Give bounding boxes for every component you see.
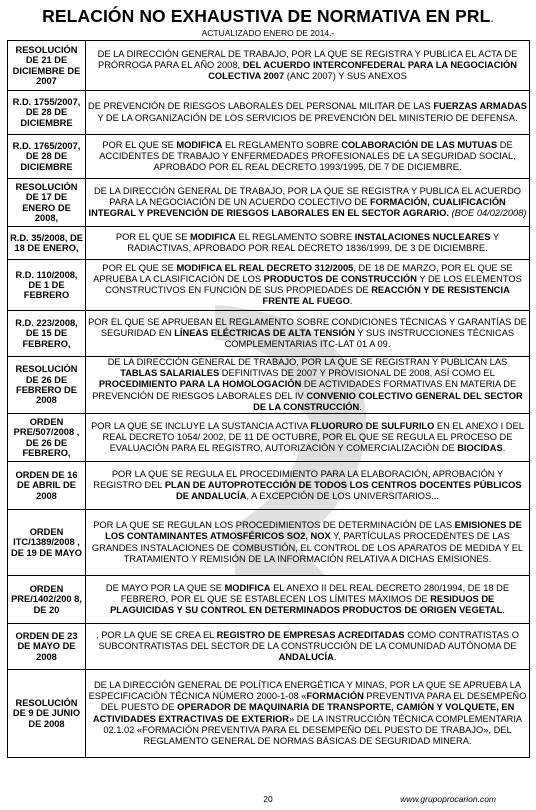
- description-text: POR LA QUE SE INCLUYE LA SUSTANCIA ACTIVA: [91, 420, 311, 431]
- description-text: (BOE 04/02/2008): [448, 208, 527, 219]
- description-text: DE ACTIVIDADES FORMATIVAS EN MATERIA DE PREVENCIÓN DE RIESGOS LABORALES DEL IV: [92, 379, 517, 401]
- norm-reference: R.D. 110/2008, DE 1 DE FEBRERO: [8, 260, 86, 311]
- page-number: 20: [263, 794, 273, 804]
- table-row: [8, 135, 530, 179]
- norms-table: [7, 40, 530, 758]
- norm-reference: R.D. 223/2008, DE 15 DE FEBRERO,: [8, 311, 86, 357]
- norm-description: [86, 414, 530, 462]
- description-text: POR EL QUE SE: [102, 139, 177, 150]
- norm-reference: R.D. 1765/2007, DE 28 DE DICIEMBRE: [8, 135, 86, 179]
- norm-description: [86, 135, 530, 179]
- norm-reference: RESOLUCIÓN DE 21 DE DICIEMBRE DE 2007: [8, 41, 86, 91]
- description-text: POR EL QUE SE: [102, 262, 177, 273]
- description-text: PROCEDIMIENTO PARA LA HOMOLOGACIÓN: [98, 379, 302, 390]
- description-text: (ANC 2007) Y SUS ANEXOS: [284, 71, 407, 82]
- description-text: BIOCIDAS: [457, 443, 503, 454]
- description-text: RESIDUOS DE PLAGUICIDAS Y SU CONTROL EN DETERMINADOS PRODUCTOS DE ORIGEN VEGETAL: [110, 593, 503, 616]
- description-text: EL ANEXO II DEL REAL DECRETO 280/1994, DE 18 DE FEBRERO, POR EL QUE SE ESTABLECEN LOS LÍMITES MÁXIMOS DE: [120, 582, 510, 604]
- description-text: DEL ACUERDO INTERCONFEDERAL PARA LA NEGOCIACIÓN COLECTIVA 2007: [208, 59, 517, 82]
- table-row: [8, 414, 530, 462]
- description-text: Y SUS INSTRUCCIONES TÉCNICAS COMPLEMENTARIAS ITC-LAT 01 A 09.: [224, 327, 515, 350]
- description-text: » DE LA INSTRUCCIÓN TÉCNICA COMPLEMENTARIA 02.1.02 «FORMACIÓN PREVENTIVA PARA EL DESEMPEÑO DEL PUESTO DE TRABAJO», DEL REGLAMENTO GENERAL DE NORMAS BÁSICAS DE SEGURIDAD MINERA.: [103, 713, 523, 746]
- table-row: [8, 311, 530, 357]
- description-text: FLUORURO DE SULFURILO: [310, 420, 435, 431]
- norm-reference: R.D. 35/2008, DE 18 DE ENERO,: [8, 227, 86, 260]
- description-text: DE PREVENCIÓN DE RIESGOS LABORALES DEL PERSONAL MILITAR DE LAS: [88, 101, 434, 112]
- description-text: .: [502, 605, 505, 616]
- table-row: [8, 670, 530, 758]
- description-text: FUERZAS ARMADAS: [433, 101, 527, 112]
- table-row: [8, 624, 530, 670]
- description-text: POR EL QUE SE: [115, 231, 190, 242]
- table-row: [8, 576, 530, 624]
- description-text: MODIFICA: [176, 139, 223, 150]
- table-row: [8, 260, 530, 311]
- norm-reference: R.D. 1755/2007, DE 28 DE DICIEMBRE: [8, 91, 86, 135]
- table-row: [8, 510, 530, 576]
- norm-description: [86, 670, 530, 758]
- norm-reference: ORDEN DE 23 DE MAYO DE 2008: [8, 624, 86, 670]
- website-footer: www.grupoprocarion.com: [400, 794, 496, 804]
- description-text: PREVENTIVA PARA EL DESEMPEÑO DEL PUESTO DE: [100, 691, 527, 713]
- description-text: COMO CONTRATISTAS O SUBCONTRATISTAS DEL SECTOR DE LA CONSTRUCCIÓN DE LA COMUNIDAD AUTÓNOMA DE: [98, 629, 519, 651]
- norm-reference: ORDEN ITC/1389/2008 , DE 19 DE MAYO: [8, 510, 86, 576]
- description-text: Y DE LOS ELEMENTOS CONSTRUCTIVOS EN FUNCIÓN DE SUS PROPIEDADES DE: [105, 273, 522, 295]
- description-text: INSTALACIONES NUCLEARES: [354, 231, 491, 242]
- description-text: EL REGLAMENTO SOBRE: [222, 139, 342, 150]
- description-text: DE MAYO POR LA QUE SE: [105, 582, 225, 593]
- norm-reference: RESOLUCIÓN DE 17 DE ENERO DE 2008,: [8, 179, 86, 227]
- description-text: .: [502, 443, 506, 454]
- norm-description: [86, 357, 530, 414]
- description-text: ANDALUCÍA: [278, 652, 334, 663]
- norm-description: [86, 260, 530, 311]
- description-text: DE ACCIDENTES DE TRABAJO Y ENFERMEDADES PROFESIONALES DE LA SEGURIDAD SOCIAL, APROBADO POR EL REAL DECRETO 1993/1995, DE 7 DE DICIEMBRE.: [99, 139, 516, 173]
- norm-reference: ORDEN PRE/507/2008 , DE 26 DE FEBRERO,: [8, 414, 86, 462]
- description-text: EN EL ANEXO I DEL REAL DECRETO 1054/ 2002, DE 11 DE OCTUBRE, POR EL QUE SE REGULA EL PROCESO DE EVALUACIÓN PARA EL REGISTRO, AUTORIZACIÓN Y COMERCIALIZACIÓN DE: [102, 420, 524, 454]
- norm-description: [86, 624, 530, 670]
- norm-description: [86, 41, 530, 91]
- description-text: MODIFICA: [224, 582, 271, 593]
- table-row: [8, 357, 530, 414]
- description-text: DE LA DIRECCIÓN GENERAL DE TRABAJO, POR LA QUE SE REGISTRA Y PUBLICA EL ACTA DE PRÓRROGA PARA EL AÑO 2008,: [97, 48, 518, 70]
- description-text: PLAN DE AUTOPROTECCIÓN DE TODOS LOS CENTROS DOCENTES PÚBLICOS DE ANDALUCÍA: [164, 479, 522, 502]
- description-text: , POR LA QUE SE CREA EL: [96, 629, 217, 640]
- description-text: COLABORACIÓN DE LAS MUTUAS: [341, 139, 498, 150]
- description-text: DE LA DIRECCIÓN GENERAL DE TRABAJO, POR LA QUE SE REGISTRA Y PUBLICA EL ACUERDO PARA LA NEGOCIACIÓN DE UN ACUERDO COLECTIVO DE: [93, 185, 522, 207]
- description-text: , A EXCEPCIÓN DE LOS UNIVERSITARIOS...: [246, 491, 439, 502]
- description-text: Y, PARTÍCULAS PROCEDENTES DE LAS GRANDES INSTALACIONES DE COMBUSTIÓN, EL CONTROL DE LOS APARATOS DE MEDIDA Y EL TRATAMIENTO Y REMISIÓN DE LA INFORMACIÓN RELATIVA A DICHAS EMISIONES.: [91, 531, 524, 564]
- description-text: Y RADIACTIVAS, APROBADO POR REAL DECRETO 1836/1999, DE 3 DE DICIEMBRE.: [127, 231, 500, 253]
- norm-reference: RESOLUCIÓN DE 26 DE FEBRERO DE 2008: [8, 357, 86, 414]
- table-row: [8, 227, 530, 260]
- description-text: EL REGLAMENTO SOBRE: [235, 231, 355, 242]
- description-text: FORMACIÓN, CUALIFICACIÓN INTEGRAL Y PREVENCIÓN DE RIESGOS LABORALES EN EL SECTOR AGRARIO.: [88, 196, 506, 219]
- description-text: FORMACIÓN: [306, 691, 364, 702]
- norm-reference: ORDEN DE 16 DE ABRIL DE 2008: [8, 462, 86, 510]
- description-text: DE LA DIRECCIÓN GENERAL DE TRABAJO, POR LA QUE SE REGISTRAN Y PUBLICAN LAS: [107, 357, 508, 367]
- page-subtitle: ACTUALIZADO ENERO DE 2014.-: [201, 28, 335, 38]
- norm-description: [86, 179, 530, 227]
- norm-description: [86, 510, 530, 576]
- norm-description: [86, 311, 530, 357]
- norm-description: [86, 91, 530, 135]
- description-text: DE LA DIRECCIÓN GENERAL DE POLÍTICA ENERGÉTICA Y MINAS, POR LA QUE SE APRUEBA LA ESPECIFICACIÓN TÉCNICA NÚMERO 2000-1-08 «: [88, 679, 522, 702]
- description-text: MODIFICA: [189, 231, 236, 242]
- description-text: TABLAS SALARIALES: [120, 368, 220, 379]
- description-text: PRODUCTOS DE CONSTRUCCIÓN: [263, 273, 417, 284]
- description-text: REGISTRO DE EMPRESAS ACREDITADAS: [216, 629, 405, 640]
- table-row: [8, 462, 530, 510]
- norm-description: [86, 576, 530, 624]
- table-row: [8, 91, 530, 135]
- description-text: POR LA QUE SE REGULA EL PROCEDIMIENTO PARA LA ELABORACIÓN, APROBACIÓN Y REGISTRO DEL: [93, 468, 504, 490]
- description-text: LÍNEAS ELÉCTRICAS DE ALTA TENSIÓN: [174, 327, 355, 338]
- description-text: Y DE LA ORGANIZACIÓN DE LOS SERVICIOS DE PREVENCIÓN DEL MINISTERIO DE DEFENSA.: [97, 112, 518, 123]
- description-text: , DE 18 DE MARZO, POR EL QUE SE APRUEBA LA CLASIFICACIÓN DE LOS: [93, 262, 513, 284]
- description-text: OPERADOR DE MAQUINARIA DE TRANSPORTE, CAMIÓN Y VOLQUETE, EN ACTIVIDADES EXTRACTIVAS DE EXTERIOR: [92, 702, 515, 724]
- description-text: EMISIONES DE LOS CONTAMINANTES ATMOSFÉRICOS SO2, NOX: [105, 520, 522, 542]
- description-text: .: [333, 652, 337, 663]
- description-text: REACCIÓN Y DE RESISTENCIA FRENTE AL FUEGO: [262, 285, 510, 307]
- description-text: CONVENIO COLECTIVO GENERAL DEL SECTOR DE LA CONSTRUCCIÓN: [253, 390, 523, 412]
- description-text: POR LA QUE SE REGULAN LOS PROCEDIMIENTOS DE DETERMINACIÓN DE LAS: [93, 520, 455, 531]
- description-text: MODIFICA EL REAL DECRETO 312/2005: [176, 262, 354, 273]
- norm-reference: RESOLUCIÓN DE 9 DE JUNIO DE 2008: [8, 670, 86, 758]
- norm-description: [86, 227, 530, 260]
- description-text: .: [349, 296, 353, 307]
- description-text: POR EL QUE SE APRUEBAN EL REGLAMENTO SOBRE CONDICIONES TÉCNICAS Y GARANTÍAS DE SEGURIDAD EN: [88, 316, 527, 338]
- page-title: RELACIÓN NO EXHAUSTIVA DE NORMATIVA EN PRL.: [42, 6, 494, 26]
- norm-reference: ORDEN PRE/1402/200 8, DE 20: [8, 576, 86, 624]
- table-row: [8, 179, 530, 227]
- norm-description: [86, 462, 530, 510]
- description-text: .: [359, 401, 362, 412]
- table-row: [8, 41, 530, 91]
- description-text: DEFINITIVAS DE 2007 Y PROVISIONAL DE 2008, ASÍ COMO EL: [219, 368, 495, 379]
